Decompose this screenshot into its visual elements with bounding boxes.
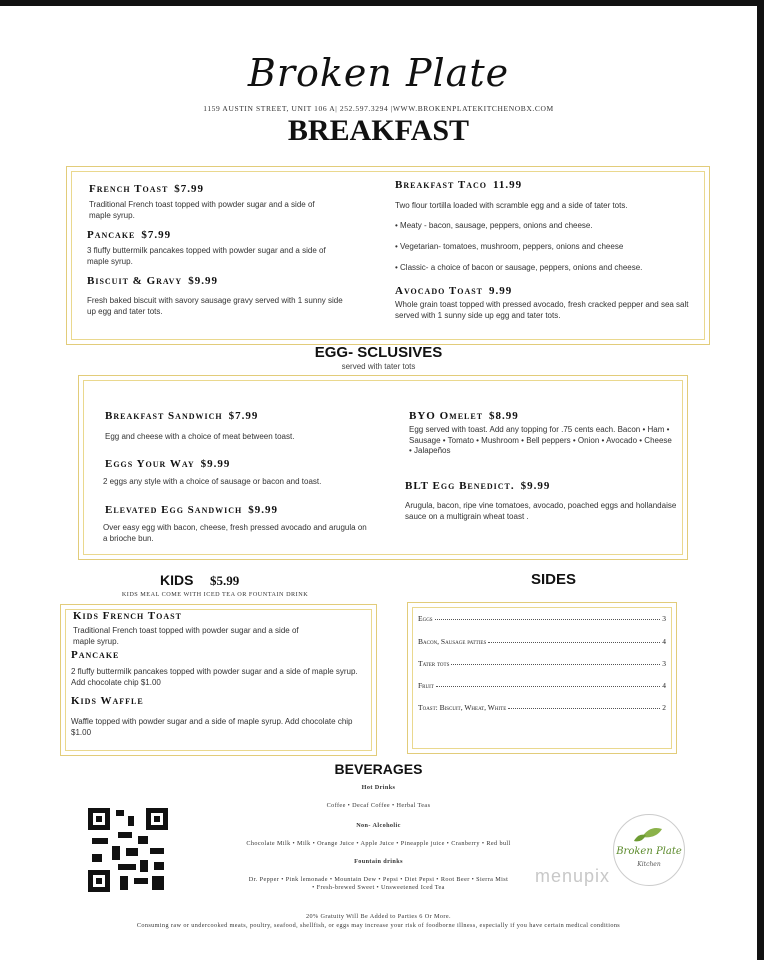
- taco-option: • Vegetarian- tomatoes, mushroom, peppers, onions and cheese: [395, 242, 624, 251]
- kids-price: $5.99: [210, 573, 240, 588]
- menu-item-name: Pancake: [71, 649, 120, 661]
- broken-plate-logo: [613, 814, 685, 886]
- hot-drinks: Coffee • Decaf Coffee • Herbal Teas: [326, 802, 431, 809]
- menu-page: [0, 6, 757, 960]
- logo-text: Broken Plate: [616, 846, 682, 857]
- menu-item-name: BLT Egg Benedict. $9.99: [405, 480, 551, 492]
- side-row: Bacon, Sausage patties 4: [418, 637, 666, 646]
- watermark: menupix: [535, 866, 611, 886]
- side-row: Tater tots 3: [418, 659, 666, 668]
- logo-tagline: Kitchen: [637, 861, 661, 868]
- menu-item-name: Pancake $7.99: [87, 229, 172, 241]
- food-warning: Consuming raw or undercooked meats, poultry, seafood, shellfish, or eggs may increase your risk of foodborne illness, especially if you have certain medical conditions: [136, 922, 621, 929]
- beverages-title: BEVERAGES: [334, 761, 423, 777]
- kids-title: KIDS: [160, 572, 194, 588]
- non-alcoholic-drinks: Chocolate Milk • Milk • Orange Juice • Apple Juice • Pineapple juice • Cranberry • Red bull: [246, 840, 511, 847]
- kids-box: [60, 604, 377, 756]
- taco-option: • Meaty - bacon, sausage, peppers, onions and cheese.: [395, 221, 593, 230]
- gratuity-note: 20% Gratuity Will Be Added to Parties 6 Or More.: [306, 913, 451, 920]
- side-row: Toast: Biscuit, Wheat, White 2: [418, 703, 666, 712]
- menu-item-desc: Egg served with toast. Add any topping for .75 cents each. Bacon • Ham • Sausage • Tomato • Mushroom • Bell peppers • Onion • Avocado • Cheese • Jalapeños: [409, 425, 672, 455]
- menu-item-name: Breakfast Sandwich $7.99: [105, 410, 259, 422]
- breakfast-title: BREAKFAST: [287, 114, 470, 147]
- menu-item-name: Eggs Your Way $9.99: [105, 458, 231, 470]
- non-alcoholic-title: Non- Alcoholic: [356, 822, 401, 829]
- kids-note: KIDS MEAL COME WITH ICED TEA OR FOUNTAIN DRINK: [121, 591, 309, 598]
- taco-option: • Classic- a choice of bacon or sausage, peppers, onions and cheese.: [395, 263, 643, 272]
- menu-item-name: Elevated Egg Sandwich $9.99: [105, 504, 278, 516]
- restaurant-address: 1159 AUSTIN STREET, UNIT 106 A| 252.597.3294 |WWW.BROKENPLATEKITCHENOBX.COM: [203, 104, 554, 113]
- breakfast-box: [66, 166, 710, 345]
- menu-item-name: BYO Omelet $8.99: [409, 410, 519, 422]
- menu-item-desc: Arugula, bacon, ripe vine tomatoes, avocado, poached eggs and hollandaise sauce on a multigrain wheat toast .: [405, 501, 677, 521]
- menu-item-desc: Traditional French toast topped with powder sugar and a side of maple syrup.: [73, 626, 299, 646]
- hot-drinks-title: Hot Drinks: [361, 784, 396, 791]
- menu-item-desc: Two flour tortilla loaded with scramble egg and a side of tater tots.: [395, 201, 628, 210]
- menu-item-name: French Toast $7.99: [89, 183, 205, 195]
- menu-item-desc: Over easy egg with bacon, cheese, fresh pressed avocado and arugula on a brioche bun.: [103, 523, 367, 543]
- menu-item-desc: Egg and cheese with a choice of meat between toast.: [105, 432, 295, 441]
- menu-item-desc: Fresh baked biscuit with savory sausage gravy served with 1 sunny side up egg and tater tots.: [87, 296, 343, 316]
- side-row: Fruit 4: [418, 681, 666, 690]
- menu-item-desc: 2 eggs any style with a choice of sausage or bacon and toast.: [103, 477, 322, 486]
- egg-title: EGG- SCLUSIVES: [314, 344, 443, 361]
- menu-item-name: Breakfast Taco 11.99: [395, 179, 523, 191]
- menu-item-name: Kids French Toast: [73, 610, 182, 622]
- egg-box: [78, 375, 688, 560]
- menu-item-desc: Whole grain toast topped with pressed avocado, fresh cracked pepper and sea salt served with 1 sunny side up egg and tater tots.: [395, 300, 689, 320]
- menu-item-desc: Traditional French toast topped with powder sugar and a side of maple syrup.: [89, 200, 315, 220]
- menu-item-name: Biscuit & Gravy $9.99: [87, 275, 218, 287]
- restaurant-name: Broken Plate: [247, 51, 510, 95]
- menu-item-name: Avocado Toast 9.99: [395, 285, 513, 297]
- menu-item-desc: 2 fluffy buttermilk pancakes topped with powder sugar and a side of maple syrup. Add chocolate chip $1.00: [71, 667, 358, 687]
- fountain-drinks-title: Fountain drinks: [354, 858, 403, 865]
- qr-code[interactable]: [88, 808, 168, 892]
- egg-subtitle: served with tater tots: [341, 362, 416, 371]
- sides-title: SIDES: [531, 571, 577, 588]
- side-row: Eggs 3: [418, 614, 666, 623]
- menu-item-desc: Waffle topped with powder sugar and a side of maple syrup. Add chocolate chip $1.00: [71, 717, 353, 737]
- menu-item-name: Kids Waffle: [71, 695, 144, 707]
- fountain-drinks: Dr. Pepper • Pink lemonade • Mountain Dew • Pepsi • Diet Pepsi • Root Beer • Sierra Mist: [248, 876, 509, 883]
- fountain-drinks-2: • Fresh-brewed Sweet • Unsweetened Iced Tea: [312, 884, 445, 891]
- sides-box: [407, 602, 677, 754]
- menu-item-desc: 3 fluffy buttermilk pancakes topped with powder sugar and a side of maple syrup.: [87, 246, 326, 266]
